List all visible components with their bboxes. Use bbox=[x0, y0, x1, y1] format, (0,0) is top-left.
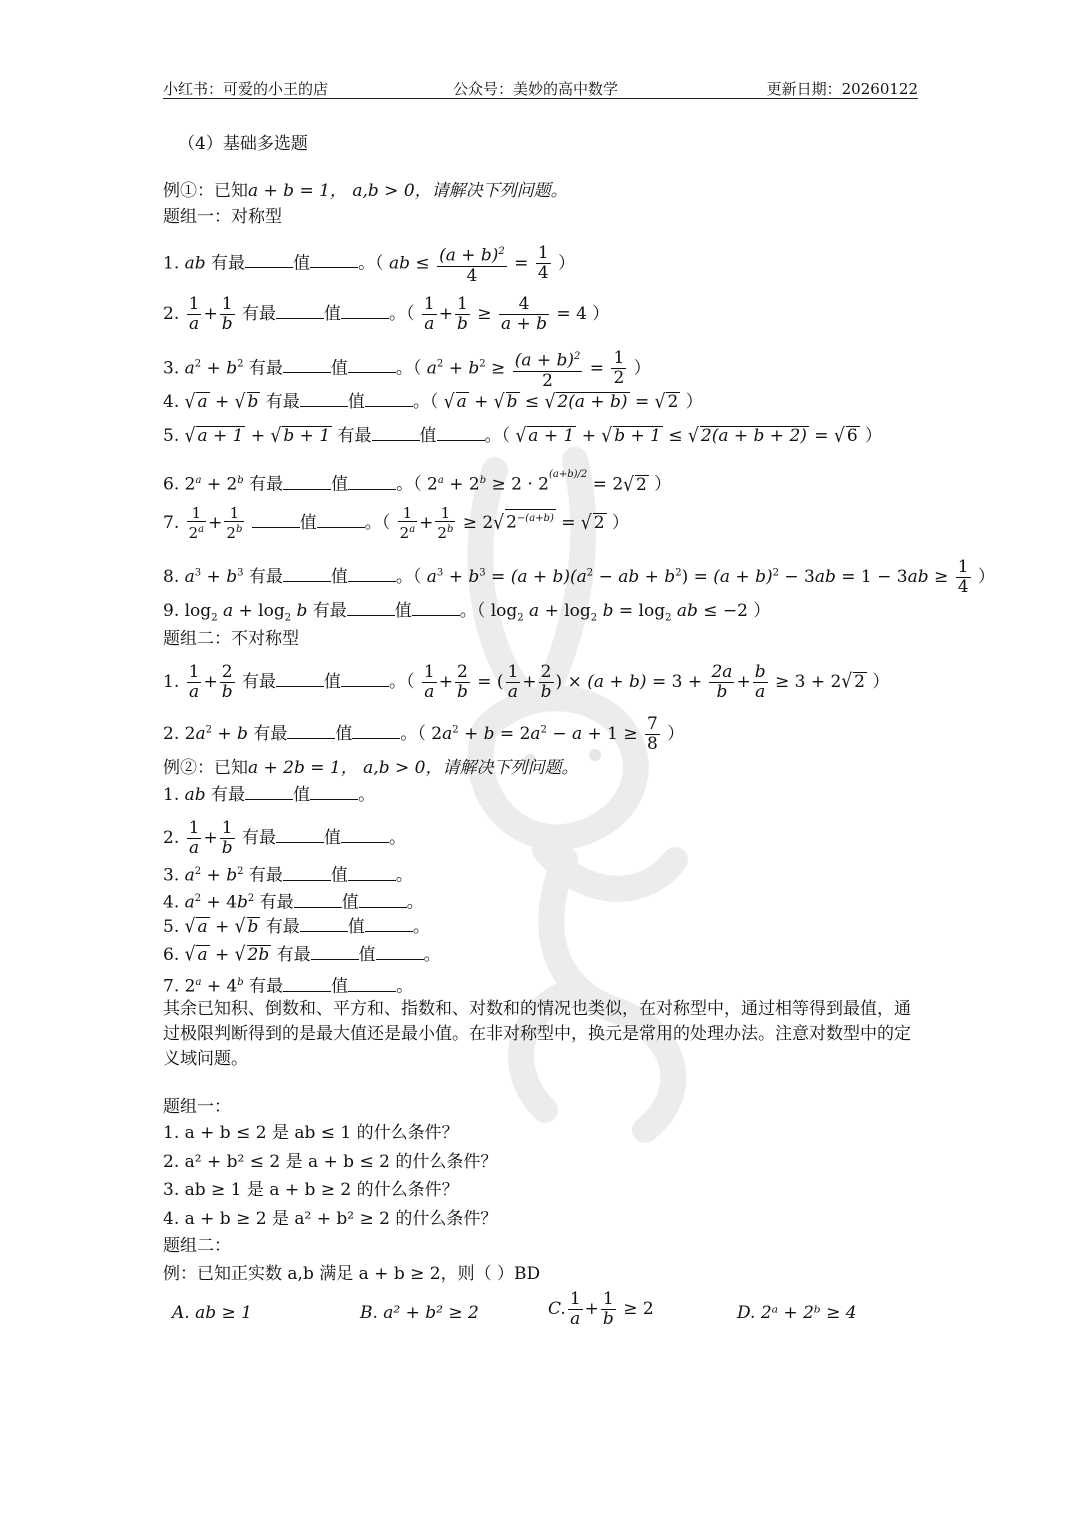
problem-1-1: 1. ab 有最 值 。（ ab ≤ $\frac{(a + b)^2}{4}$ = $\frac{1}{4}$ ） bbox=[163, 243, 576, 286]
problem-1-7: 7. $\frac{1}{2^a}$ + $\frac{1}{2^b}$ 值 。（ $\frac{1}{2^a}$ + $\frac{1}{2^b}$ ≥ 2√ $2^{-(a+b)}$ = √ 2 ） bbox=[163, 504, 629, 542]
header-right: 更新日期：20260122 bbox=[766, 80, 918, 98]
condition-question-1: 1. a + b ≤ 2 是 ab ≤ 1 的什么条件？ bbox=[163, 1123, 459, 1143]
example1-label: 例①：已知 bbox=[163, 181, 248, 201]
condition-question-4: 4. a + b ≥ 2 是 a² + b² ≥ 2 的什么条件？ bbox=[163, 1209, 498, 1229]
page-header bbox=[163, 78, 918, 99]
example2-statement bbox=[163, 757, 578, 779]
option-b: B. a² + b² ≥ 2 bbox=[360, 1303, 479, 1323]
summary-paragraph: 其余已知积、倒数和、平方和、指数和、对数和的情况也类似，在对称型中，通过相等得到最值，通过极限判断得到的是最大值还是最小值。在非对称型中，换元是常用的处理办法。注意对数型中的定义域问题。 bbox=[163, 999, 911, 1069]
example2-condition: a + 2b = 1， a,b > 0，请解决下列问题。 bbox=[248, 758, 579, 778]
option-d: D. 2ᵃ + 2ᵇ ≥ 4 bbox=[737, 1303, 857, 1323]
section-title: （4）基础多选题 bbox=[178, 134, 308, 154]
header-left: 小红书：可爱的小王的店 bbox=[163, 80, 329, 98]
problem-1-8: 8. $a^3 + b^3$ 有最 值 。（ $a^3 + b^3 = (a + b)(a^2$ − ab + $b^2) = (a + b)^2 - 3ab = 1 - 3ab$ ≥ $\frac{1}{4}$ ） bbox=[163, 557, 995, 597]
problem-1-4: 4. √ a + √ b 有最 值 。（ √ a + √ b ≤ √ 2(a + b) = √ 2 ） bbox=[163, 390, 703, 414]
part2-group2-title: 题组二： bbox=[163, 1236, 231, 1256]
problem-1-2: 2. $\frac{1}{a}$ + $\frac{1}{b}$ 有最 值 。（ $\frac{1}{a}$ + $\frac{1}{b}$ ≥ $\frac{4}{a + b}$ = 4 ） bbox=[163, 294, 610, 334]
option-c-label: C. bbox=[548, 1299, 566, 1319]
ex2-problem-5: 5. √ a + √ b 有最 值 。 bbox=[163, 915, 430, 939]
ex2-problem-4: 4. $a^2 + 4b^2$ 有最 值 。 bbox=[163, 892, 424, 913]
condition-question-2: 2. a² + b² ≤ 2 是 a + b ≤ 2 的什么条件？ bbox=[163, 1152, 498, 1172]
problem-1-3: 3. $a^2 + b^2$ 有最 值 。（ $a^2 + b^2$ ≥ $\frac{(a + b)^2}{2}$ = $\frac{1}{2}$ ） bbox=[163, 348, 651, 391]
ex2-problem-3: 3. $a^2 + b^2$ 有最 值 。 bbox=[163, 865, 413, 886]
problem-2-2: 2. $2a^2 + b$ 有最 值 。（ $2a^2 + b = 2a^2 - a + 1$ ≥ $\frac{7}{8}$ ） bbox=[163, 714, 685, 754]
header-center: 公众号：美妙的高中数学 bbox=[453, 80, 619, 98]
group1-title: 题组一：对称型 bbox=[163, 207, 282, 227]
option-a: A. ab ≥ 1 bbox=[172, 1303, 252, 1323]
problem-2-1: 1. $\frac{1}{a}$ + $\frac{2}{b}$ 有最 值 。（ $\frac{1}{a}$ + $\frac{2}{b}$ = ( $\frac{1}{a}$ + $\frac{2}{b}$ ) × (a + b) = 3 + $\frac{2a}{b}$ + $\frac{b}{a}$ ≥ 3 + 2√ 2 ） bbox=[163, 662, 890, 702]
problem-1-9: 9. $\log_2 a + \log_2 b$ 有最 值 。（ $\log_2 a + \log_2 b = \log_2$ ab ≤ −2 ） bbox=[163, 601, 771, 624]
ex2-problem-1: 1. ab 有最 值 。 bbox=[163, 785, 376, 805]
condition-question-3: 3. ab ≥ 1 是 a + b ≥ 2 的什么条件？ bbox=[163, 1180, 459, 1200]
group2-title: 题组二：不对称型 bbox=[163, 629, 299, 649]
example1-statement bbox=[163, 180, 568, 202]
problem-1-6: 6. $2^a + 2^b$ 有最 值 。（ $2^a + 2^b \ge 2 \cdot 2^{(a+b)/2} = 2√$ 2 ） bbox=[163, 469, 672, 497]
example1-condition: a + b = 1， a,b > 0，请解决下列问题。 bbox=[248, 181, 568, 201]
ex2-problem-6: 6. √ a + √ 2b 有最 值 。 bbox=[163, 943, 441, 967]
example2-label: 例②：已知 bbox=[163, 758, 248, 778]
ex2-problem-7: 7. $2^a + 4^b$ 有最 值 。 bbox=[163, 976, 414, 997]
part2-group1-title: 题组一： bbox=[163, 1097, 231, 1117]
option-c-tail: ≥ 2 bbox=[623, 1299, 654, 1319]
problem-1-5: 5. √ a + 1 + √ b + 1 有最 值 。（ √ a + 1 + √ b + 1 ≤ √ 2(a + b + 2) = √ 6 ） bbox=[163, 424, 883, 448]
option-c: C. $\frac{1}{a}$ + $\frac{1}{b}$ ≥ 2 bbox=[548, 1289, 654, 1329]
ex2-problem-2: 2. $\frac{1}{a}$ + $\frac{1}{b}$ 有最 值 。 bbox=[163, 818, 406, 858]
part2-example: 例：已知正实数 a,b 满足 a + b ≥ 2，则（ ）BD bbox=[163, 1264, 541, 1284]
